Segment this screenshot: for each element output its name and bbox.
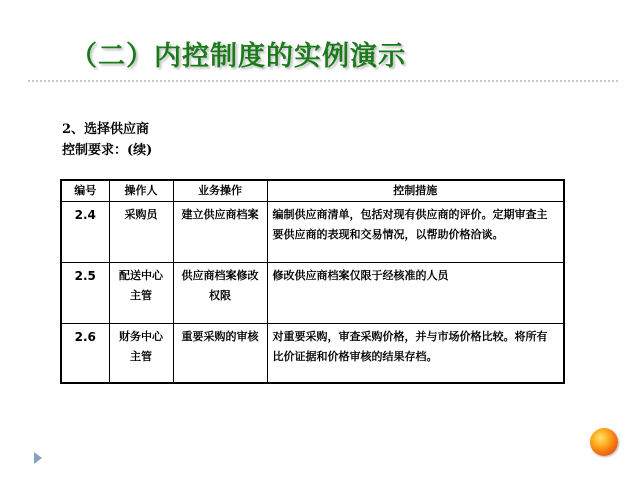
row-number: 2.5	[61, 263, 109, 324]
slide-title: （二）内控制度的实例演示	[70, 41, 406, 72]
row-control: 编制供应商清单，包括对现有供应商的评价。定期审查主要供应商的表现和交易情况，以帮助价格洽谈。	[267, 202, 564, 263]
section-heading: 2、选择供应商	[62, 122, 150, 137]
table-row	[61, 263, 564, 324]
header-number: 编号	[61, 180, 109, 202]
header-operation: 业务操作	[173, 180, 267, 202]
table-header-row	[61, 180, 564, 202]
row-operation: 建立供应商档案	[173, 202, 267, 263]
header-control: 控制措施	[267, 180, 564, 202]
row-operator: 财务中心主管	[109, 324, 173, 384]
row-number: 2.6	[61, 324, 109, 384]
header-operator: 操作人	[109, 180, 173, 202]
row-operation: 重要采购的审核	[173, 324, 267, 384]
title-divider	[28, 80, 618, 82]
table-row	[61, 324, 564, 384]
row-number: 2.4	[61, 202, 109, 263]
table-row	[61, 202, 564, 263]
requirement-heading: 控制要求：(续)	[62, 143, 153, 158]
control-table	[60, 179, 565, 384]
nav-arrow-icon[interactable]	[34, 452, 42, 464]
row-operator: 采购员	[109, 202, 173, 263]
row-control: 对重要采购，审查采购价格，并与市场价格比较。将所有比价证据和价格审核的结果存档。	[267, 324, 564, 384]
row-control: 修改供应商档案仅限于经核准的人员	[267, 263, 564, 324]
row-operator: 配送中心主管	[109, 263, 173, 324]
orb-decoration-icon	[590, 428, 618, 456]
row-operation: 供应商档案修改权限	[173, 263, 267, 324]
